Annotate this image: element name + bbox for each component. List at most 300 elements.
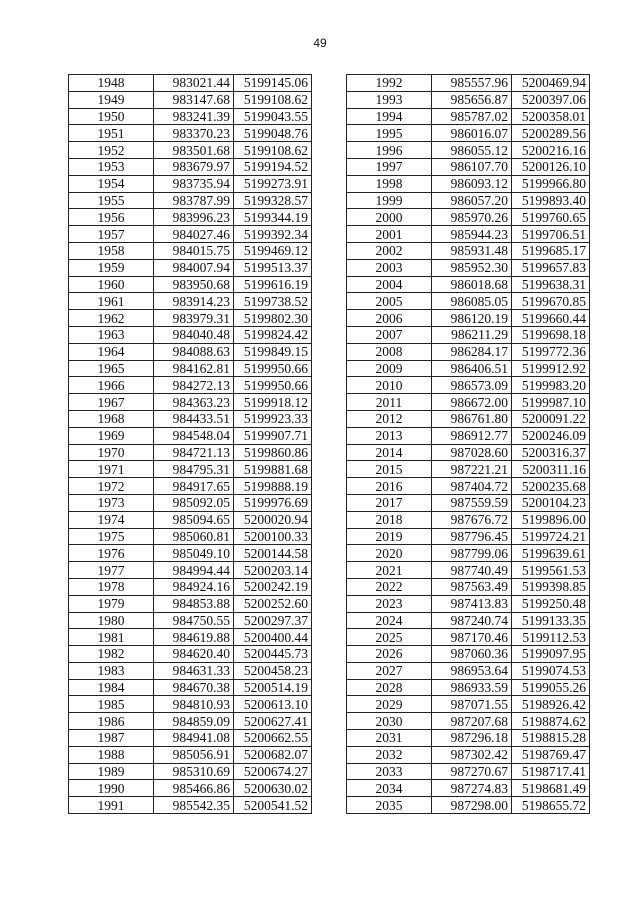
x-coordinate-cell: 985466.86 bbox=[154, 780, 234, 797]
y-coordinate-cell: 5200400.44 bbox=[234, 629, 312, 646]
point-id-cell: 2029 bbox=[347, 696, 432, 713]
x-coordinate-cell: 987240.74 bbox=[432, 612, 512, 629]
table-row bbox=[347, 142, 590, 159]
y-coordinate-cell: 5199074.53 bbox=[512, 662, 590, 679]
point-id-cell: 1954 bbox=[69, 175, 154, 192]
x-coordinate-cell: 984027.46 bbox=[154, 226, 234, 243]
point-id-cell: 2031 bbox=[347, 730, 432, 747]
x-coordinate-cell: 986093.12 bbox=[432, 175, 512, 192]
point-id-cell: 1981 bbox=[69, 629, 154, 646]
y-coordinate-cell: 5200020.94 bbox=[234, 511, 312, 528]
point-id-cell: 1955 bbox=[69, 192, 154, 209]
y-coordinate-cell: 5200662.55 bbox=[234, 730, 312, 747]
point-id-cell: 1973 bbox=[69, 494, 154, 511]
table-row bbox=[69, 293, 312, 310]
y-coordinate-cell: 5199772.36 bbox=[512, 343, 590, 360]
y-coordinate-cell: 5199976.69 bbox=[234, 494, 312, 511]
x-coordinate-cell: 983950.68 bbox=[154, 276, 234, 293]
y-coordinate-cell: 5200514.19 bbox=[234, 679, 312, 696]
y-coordinate-cell: 5199918.12 bbox=[234, 394, 312, 411]
table-row bbox=[347, 528, 590, 545]
point-id-cell: 2009 bbox=[347, 360, 432, 377]
y-coordinate-cell: 5199802.30 bbox=[234, 310, 312, 327]
x-coordinate-cell: 986085.05 bbox=[432, 293, 512, 310]
point-id-cell: 2012 bbox=[347, 410, 432, 427]
table-row bbox=[69, 175, 312, 192]
table-row bbox=[69, 612, 312, 629]
point-id-cell: 1976 bbox=[69, 545, 154, 562]
y-coordinate-cell: 5198815.28 bbox=[512, 730, 590, 747]
point-id-cell: 2005 bbox=[347, 293, 432, 310]
table-row bbox=[69, 511, 312, 528]
table-row bbox=[347, 242, 590, 259]
table-row bbox=[69, 377, 312, 394]
table-row bbox=[347, 175, 590, 192]
table-row bbox=[347, 377, 590, 394]
table-row bbox=[347, 629, 590, 646]
y-coordinate-cell: 5199896.00 bbox=[512, 511, 590, 528]
point-id-cell: 1949 bbox=[69, 91, 154, 108]
x-coordinate-cell: 984853.88 bbox=[154, 595, 234, 612]
y-coordinate-cell: 5198874.62 bbox=[512, 713, 590, 730]
point-id-cell: 1978 bbox=[69, 578, 154, 595]
y-coordinate-cell: 5199616.19 bbox=[234, 276, 312, 293]
x-coordinate-cell: 983679.97 bbox=[154, 158, 234, 175]
table-row bbox=[69, 746, 312, 763]
y-coordinate-cell: 5200144.58 bbox=[234, 545, 312, 562]
y-coordinate-cell: 5199670.85 bbox=[512, 293, 590, 310]
x-coordinate-cell: 985970.26 bbox=[432, 209, 512, 226]
x-coordinate-cell: 985049.10 bbox=[154, 545, 234, 562]
point-id-cell: 1982 bbox=[69, 646, 154, 663]
x-coordinate-cell: 987270.67 bbox=[432, 763, 512, 780]
x-coordinate-cell: 985787.02 bbox=[432, 108, 512, 125]
point-id-cell: 2013 bbox=[347, 427, 432, 444]
x-coordinate-cell: 987740.49 bbox=[432, 562, 512, 579]
table-row bbox=[69, 595, 312, 612]
table-row bbox=[69, 545, 312, 562]
y-coordinate-cell: 5199923.33 bbox=[234, 410, 312, 427]
point-id-cell: 1994 bbox=[347, 108, 432, 125]
x-coordinate-cell: 984162.81 bbox=[154, 360, 234, 377]
x-coordinate-cell: 984015.75 bbox=[154, 242, 234, 259]
y-coordinate-cell: 5199055.26 bbox=[512, 679, 590, 696]
table-row bbox=[69, 75, 312, 92]
point-id-cell: 2026 bbox=[347, 646, 432, 663]
table-row bbox=[69, 578, 312, 595]
y-coordinate-cell: 5199469.12 bbox=[234, 242, 312, 259]
point-id-cell: 1963 bbox=[69, 326, 154, 343]
x-coordinate-cell: 987559.59 bbox=[432, 494, 512, 511]
point-id-cell: 2018 bbox=[347, 511, 432, 528]
y-coordinate-cell: 5199983.20 bbox=[512, 377, 590, 394]
point-id-cell: 1974 bbox=[69, 511, 154, 528]
table-row bbox=[347, 612, 590, 629]
table-row bbox=[69, 646, 312, 663]
y-coordinate-cell: 5199881.68 bbox=[234, 461, 312, 478]
table-row bbox=[69, 696, 312, 713]
y-coordinate-cell: 5200242.19 bbox=[234, 578, 312, 595]
table-row bbox=[69, 444, 312, 461]
table-row bbox=[69, 713, 312, 730]
table-row bbox=[69, 662, 312, 679]
point-id-cell: 1986 bbox=[69, 713, 154, 730]
point-id-cell: 1966 bbox=[69, 377, 154, 394]
x-coordinate-cell: 984859.09 bbox=[154, 713, 234, 730]
point-id-cell: 2030 bbox=[347, 713, 432, 730]
table-row bbox=[69, 629, 312, 646]
y-coordinate-cell: 5200682.07 bbox=[234, 746, 312, 763]
point-id-cell: 1977 bbox=[69, 562, 154, 579]
table-row bbox=[347, 595, 590, 612]
table-row bbox=[347, 478, 590, 495]
table-row bbox=[347, 461, 590, 478]
table-row bbox=[347, 662, 590, 679]
table-row bbox=[347, 158, 590, 175]
table-row bbox=[347, 75, 590, 92]
table-row bbox=[347, 394, 590, 411]
x-coordinate-cell: 985542.35 bbox=[154, 797, 234, 814]
table-row bbox=[69, 780, 312, 797]
y-coordinate-cell: 5199108.62 bbox=[234, 91, 312, 108]
point-id-cell: 2014 bbox=[347, 444, 432, 461]
point-id-cell: 2015 bbox=[347, 461, 432, 478]
y-coordinate-cell: 5199273.91 bbox=[234, 175, 312, 192]
x-coordinate-cell: 984917.65 bbox=[154, 478, 234, 495]
y-coordinate-cell: 5199657.83 bbox=[512, 259, 590, 276]
table-row bbox=[347, 713, 590, 730]
x-coordinate-cell: 983147.68 bbox=[154, 91, 234, 108]
x-coordinate-cell: 984810.93 bbox=[154, 696, 234, 713]
y-coordinate-cell: 5199824.42 bbox=[234, 326, 312, 343]
table-row bbox=[347, 763, 590, 780]
y-coordinate-cell: 5199328.57 bbox=[234, 192, 312, 209]
y-coordinate-cell: 5199950.66 bbox=[234, 360, 312, 377]
table-row bbox=[347, 192, 590, 209]
point-id-cell: 2032 bbox=[347, 746, 432, 763]
point-id-cell: 1975 bbox=[69, 528, 154, 545]
table-row bbox=[69, 360, 312, 377]
table-row bbox=[69, 276, 312, 293]
x-coordinate-cell: 986055.12 bbox=[432, 142, 512, 159]
table-row bbox=[347, 226, 590, 243]
x-coordinate-cell: 987207.68 bbox=[432, 713, 512, 730]
y-coordinate-cell: 5198926.42 bbox=[512, 696, 590, 713]
point-id-cell: 1967 bbox=[69, 394, 154, 411]
x-coordinate-cell: 984994.44 bbox=[154, 562, 234, 579]
y-coordinate-cell: 5200126.10 bbox=[512, 158, 590, 175]
table-row bbox=[347, 578, 590, 595]
table-row bbox=[69, 461, 312, 478]
point-id-cell: 2002 bbox=[347, 242, 432, 259]
table-row bbox=[69, 797, 312, 814]
point-id-cell: 1984 bbox=[69, 679, 154, 696]
x-coordinate-cell: 984088.63 bbox=[154, 343, 234, 360]
y-coordinate-cell: 5198655.72 bbox=[512, 797, 590, 814]
point-id-cell: 1964 bbox=[69, 343, 154, 360]
table-row bbox=[69, 158, 312, 175]
point-id-cell: 2028 bbox=[347, 679, 432, 696]
x-coordinate-cell: 986406.51 bbox=[432, 360, 512, 377]
x-coordinate-cell: 984924.16 bbox=[154, 578, 234, 595]
point-id-cell: 2011 bbox=[347, 394, 432, 411]
point-id-cell: 2000 bbox=[347, 209, 432, 226]
y-coordinate-cell: 5200311.16 bbox=[512, 461, 590, 478]
x-coordinate-cell: 984631.33 bbox=[154, 662, 234, 679]
x-coordinate-cell: 986211.29 bbox=[432, 326, 512, 343]
point-id-cell: 1956 bbox=[69, 209, 154, 226]
x-coordinate-cell: 987298.00 bbox=[432, 797, 512, 814]
point-id-cell: 1980 bbox=[69, 612, 154, 629]
y-coordinate-cell: 5199706.51 bbox=[512, 226, 590, 243]
y-coordinate-cell: 5199108.62 bbox=[234, 142, 312, 159]
table-row bbox=[347, 276, 590, 293]
x-coordinate-cell: 987676.72 bbox=[432, 511, 512, 528]
table-row bbox=[69, 343, 312, 360]
table-row bbox=[347, 108, 590, 125]
y-coordinate-cell: 5200252.60 bbox=[234, 595, 312, 612]
y-coordinate-cell: 5199860.86 bbox=[234, 444, 312, 461]
table-row bbox=[69, 394, 312, 411]
y-coordinate-cell: 5199145.06 bbox=[234, 75, 312, 92]
x-coordinate-cell: 985656.87 bbox=[432, 91, 512, 108]
table-row bbox=[347, 259, 590, 276]
y-coordinate-cell: 5199907.71 bbox=[234, 427, 312, 444]
point-id-cell: 2003 bbox=[347, 259, 432, 276]
point-id-cell: 1965 bbox=[69, 360, 154, 377]
y-coordinate-cell: 5200100.33 bbox=[234, 528, 312, 545]
y-coordinate-cell: 5200358.01 bbox=[512, 108, 590, 125]
table-row bbox=[69, 730, 312, 747]
table-row bbox=[347, 562, 590, 579]
point-id-cell: 2006 bbox=[347, 310, 432, 327]
table-row bbox=[347, 209, 590, 226]
y-coordinate-cell: 5199912.92 bbox=[512, 360, 590, 377]
point-id-cell: 2007 bbox=[347, 326, 432, 343]
table-row bbox=[347, 545, 590, 562]
table-row bbox=[69, 326, 312, 343]
x-coordinate-cell: 986761.80 bbox=[432, 410, 512, 427]
y-coordinate-cell: 5200630.02 bbox=[234, 780, 312, 797]
coordinates-table-left bbox=[68, 74, 312, 814]
point-id-cell: 1968 bbox=[69, 410, 154, 427]
y-coordinate-cell: 5199133.35 bbox=[512, 612, 590, 629]
x-coordinate-cell: 986933.59 bbox=[432, 679, 512, 696]
table-row bbox=[347, 310, 590, 327]
x-coordinate-cell: 987274.83 bbox=[432, 780, 512, 797]
x-coordinate-cell: 987071.55 bbox=[432, 696, 512, 713]
x-coordinate-cell: 985310.69 bbox=[154, 763, 234, 780]
table-row bbox=[69, 209, 312, 226]
point-id-cell: 2019 bbox=[347, 528, 432, 545]
y-coordinate-cell: 5199893.40 bbox=[512, 192, 590, 209]
x-coordinate-cell: 987563.49 bbox=[432, 578, 512, 595]
x-coordinate-cell: 987404.72 bbox=[432, 478, 512, 495]
y-coordinate-cell: 5200627.41 bbox=[234, 713, 312, 730]
point-id-cell: 2023 bbox=[347, 595, 432, 612]
y-coordinate-cell: 5199685.17 bbox=[512, 242, 590, 259]
x-coordinate-cell: 986953.64 bbox=[432, 662, 512, 679]
x-coordinate-cell: 986057.20 bbox=[432, 192, 512, 209]
y-coordinate-cell: 5200445.73 bbox=[234, 646, 312, 663]
table-row bbox=[347, 746, 590, 763]
table-row bbox=[69, 763, 312, 780]
x-coordinate-cell: 983914.23 bbox=[154, 293, 234, 310]
x-coordinate-cell: 987413.83 bbox=[432, 595, 512, 612]
x-coordinate-cell: 983241.39 bbox=[154, 108, 234, 125]
y-coordinate-cell: 5199849.15 bbox=[234, 343, 312, 360]
point-id-cell: 1969 bbox=[69, 427, 154, 444]
point-id-cell: 1991 bbox=[69, 797, 154, 814]
point-id-cell: 1992 bbox=[347, 75, 432, 92]
y-coordinate-cell: 5199724.21 bbox=[512, 528, 590, 545]
point-id-cell: 2021 bbox=[347, 562, 432, 579]
point-id-cell: 2024 bbox=[347, 612, 432, 629]
x-coordinate-cell: 983021.44 bbox=[154, 75, 234, 92]
y-coordinate-cell: 5199561.53 bbox=[512, 562, 590, 579]
y-coordinate-cell: 5200297.37 bbox=[234, 612, 312, 629]
point-id-cell: 1951 bbox=[69, 125, 154, 142]
x-coordinate-cell: 987796.45 bbox=[432, 528, 512, 545]
point-id-cell: 1989 bbox=[69, 763, 154, 780]
point-id-cell: 2035 bbox=[347, 797, 432, 814]
y-coordinate-cell: 5199888.19 bbox=[234, 478, 312, 495]
x-coordinate-cell: 984548.04 bbox=[154, 427, 234, 444]
y-coordinate-cell: 5199698.18 bbox=[512, 326, 590, 343]
x-coordinate-cell: 984272.13 bbox=[154, 377, 234, 394]
y-coordinate-cell: 5198681.49 bbox=[512, 780, 590, 797]
x-coordinate-cell: 987296.18 bbox=[432, 730, 512, 747]
x-coordinate-cell: 985092.05 bbox=[154, 494, 234, 511]
x-coordinate-cell: 984007.94 bbox=[154, 259, 234, 276]
point-id-cell: 1950 bbox=[69, 108, 154, 125]
y-coordinate-cell: 5200289.56 bbox=[512, 125, 590, 142]
y-coordinate-cell: 5199738.52 bbox=[234, 293, 312, 310]
x-coordinate-cell: 986107.70 bbox=[432, 158, 512, 175]
point-id-cell: 1970 bbox=[69, 444, 154, 461]
y-coordinate-cell: 5200469.94 bbox=[512, 75, 590, 92]
x-coordinate-cell: 987221.21 bbox=[432, 461, 512, 478]
table-row bbox=[347, 326, 590, 343]
table-row bbox=[347, 410, 590, 427]
y-coordinate-cell: 5199987.10 bbox=[512, 394, 590, 411]
x-coordinate-cell: 986284.17 bbox=[432, 343, 512, 360]
table-row bbox=[347, 679, 590, 696]
point-id-cell: 1957 bbox=[69, 226, 154, 243]
point-id-cell: 2016 bbox=[347, 478, 432, 495]
y-coordinate-cell: 5200541.52 bbox=[234, 797, 312, 814]
table-row bbox=[69, 192, 312, 209]
y-coordinate-cell: 5199392.34 bbox=[234, 226, 312, 243]
point-id-cell: 1959 bbox=[69, 259, 154, 276]
point-id-cell: 1972 bbox=[69, 478, 154, 495]
x-coordinate-cell: 984363.23 bbox=[154, 394, 234, 411]
x-coordinate-cell: 983996.23 bbox=[154, 209, 234, 226]
point-id-cell: 1993 bbox=[347, 91, 432, 108]
x-coordinate-cell: 986018.68 bbox=[432, 276, 512, 293]
table-row bbox=[69, 108, 312, 125]
y-coordinate-cell: 5199048.76 bbox=[234, 125, 312, 142]
page-number: 49 bbox=[313, 36, 327, 50]
table-row bbox=[347, 360, 590, 377]
point-id-cell: 2017 bbox=[347, 494, 432, 511]
table-row bbox=[69, 310, 312, 327]
y-coordinate-cell: 5199344.19 bbox=[234, 209, 312, 226]
table-row bbox=[347, 444, 590, 461]
x-coordinate-cell: 985060.81 bbox=[154, 528, 234, 545]
y-coordinate-cell: 5200458.23 bbox=[234, 662, 312, 679]
y-coordinate-cell: 5199639.61 bbox=[512, 545, 590, 562]
point-id-cell: 1962 bbox=[69, 310, 154, 327]
table-row bbox=[347, 730, 590, 747]
x-coordinate-cell: 985931.48 bbox=[432, 242, 512, 259]
y-coordinate-cell: 5200216.16 bbox=[512, 142, 590, 159]
table-row bbox=[69, 478, 312, 495]
table-row bbox=[347, 780, 590, 797]
y-coordinate-cell: 5199966.80 bbox=[512, 175, 590, 192]
point-id-cell: 1985 bbox=[69, 696, 154, 713]
x-coordinate-cell: 985056.91 bbox=[154, 746, 234, 763]
table-row bbox=[347, 511, 590, 528]
point-id-cell: 2034 bbox=[347, 780, 432, 797]
table-row bbox=[69, 679, 312, 696]
point-id-cell: 2010 bbox=[347, 377, 432, 394]
x-coordinate-cell: 984721.13 bbox=[154, 444, 234, 461]
point-id-cell: 1979 bbox=[69, 595, 154, 612]
point-id-cell: 2027 bbox=[347, 662, 432, 679]
x-coordinate-cell: 983979.31 bbox=[154, 310, 234, 327]
x-coordinate-cell: 986016.07 bbox=[432, 125, 512, 142]
point-id-cell: 1988 bbox=[69, 746, 154, 763]
table-row bbox=[347, 494, 590, 511]
point-id-cell: 2008 bbox=[347, 343, 432, 360]
table-row bbox=[347, 797, 590, 814]
table-row bbox=[69, 494, 312, 511]
point-id-cell: 2025 bbox=[347, 629, 432, 646]
x-coordinate-cell: 984941.08 bbox=[154, 730, 234, 747]
y-coordinate-cell: 5200316.37 bbox=[512, 444, 590, 461]
table-row bbox=[69, 91, 312, 108]
x-coordinate-cell: 985094.65 bbox=[154, 511, 234, 528]
x-coordinate-cell: 986573.09 bbox=[432, 377, 512, 394]
table-row bbox=[347, 696, 590, 713]
table-row bbox=[69, 562, 312, 579]
table-row bbox=[69, 142, 312, 159]
table-row bbox=[69, 259, 312, 276]
y-coordinate-cell: 5199112.53 bbox=[512, 629, 590, 646]
y-coordinate-cell: 5199250.48 bbox=[512, 595, 590, 612]
x-coordinate-cell: 984619.88 bbox=[154, 629, 234, 646]
point-id-cell: 1996 bbox=[347, 142, 432, 159]
table-row bbox=[347, 293, 590, 310]
y-coordinate-cell: 5200613.10 bbox=[234, 696, 312, 713]
table-row bbox=[69, 427, 312, 444]
point-id-cell: 1997 bbox=[347, 158, 432, 175]
y-coordinate-cell: 5200091.22 bbox=[512, 410, 590, 427]
x-coordinate-cell: 987302.42 bbox=[432, 746, 512, 763]
x-coordinate-cell: 985944.23 bbox=[432, 226, 512, 243]
y-coordinate-cell: 5199660.44 bbox=[512, 310, 590, 327]
x-coordinate-cell: 986120.19 bbox=[432, 310, 512, 327]
x-coordinate-cell: 984433.51 bbox=[154, 410, 234, 427]
table-row bbox=[69, 410, 312, 427]
x-coordinate-cell: 983370.23 bbox=[154, 125, 234, 142]
x-coordinate-cell: 983787.99 bbox=[154, 192, 234, 209]
y-coordinate-cell: 5200246.09 bbox=[512, 427, 590, 444]
y-coordinate-cell: 5200104.23 bbox=[512, 494, 590, 511]
x-coordinate-cell: 987799.06 bbox=[432, 545, 512, 562]
y-coordinate-cell: 5200203.14 bbox=[234, 562, 312, 579]
